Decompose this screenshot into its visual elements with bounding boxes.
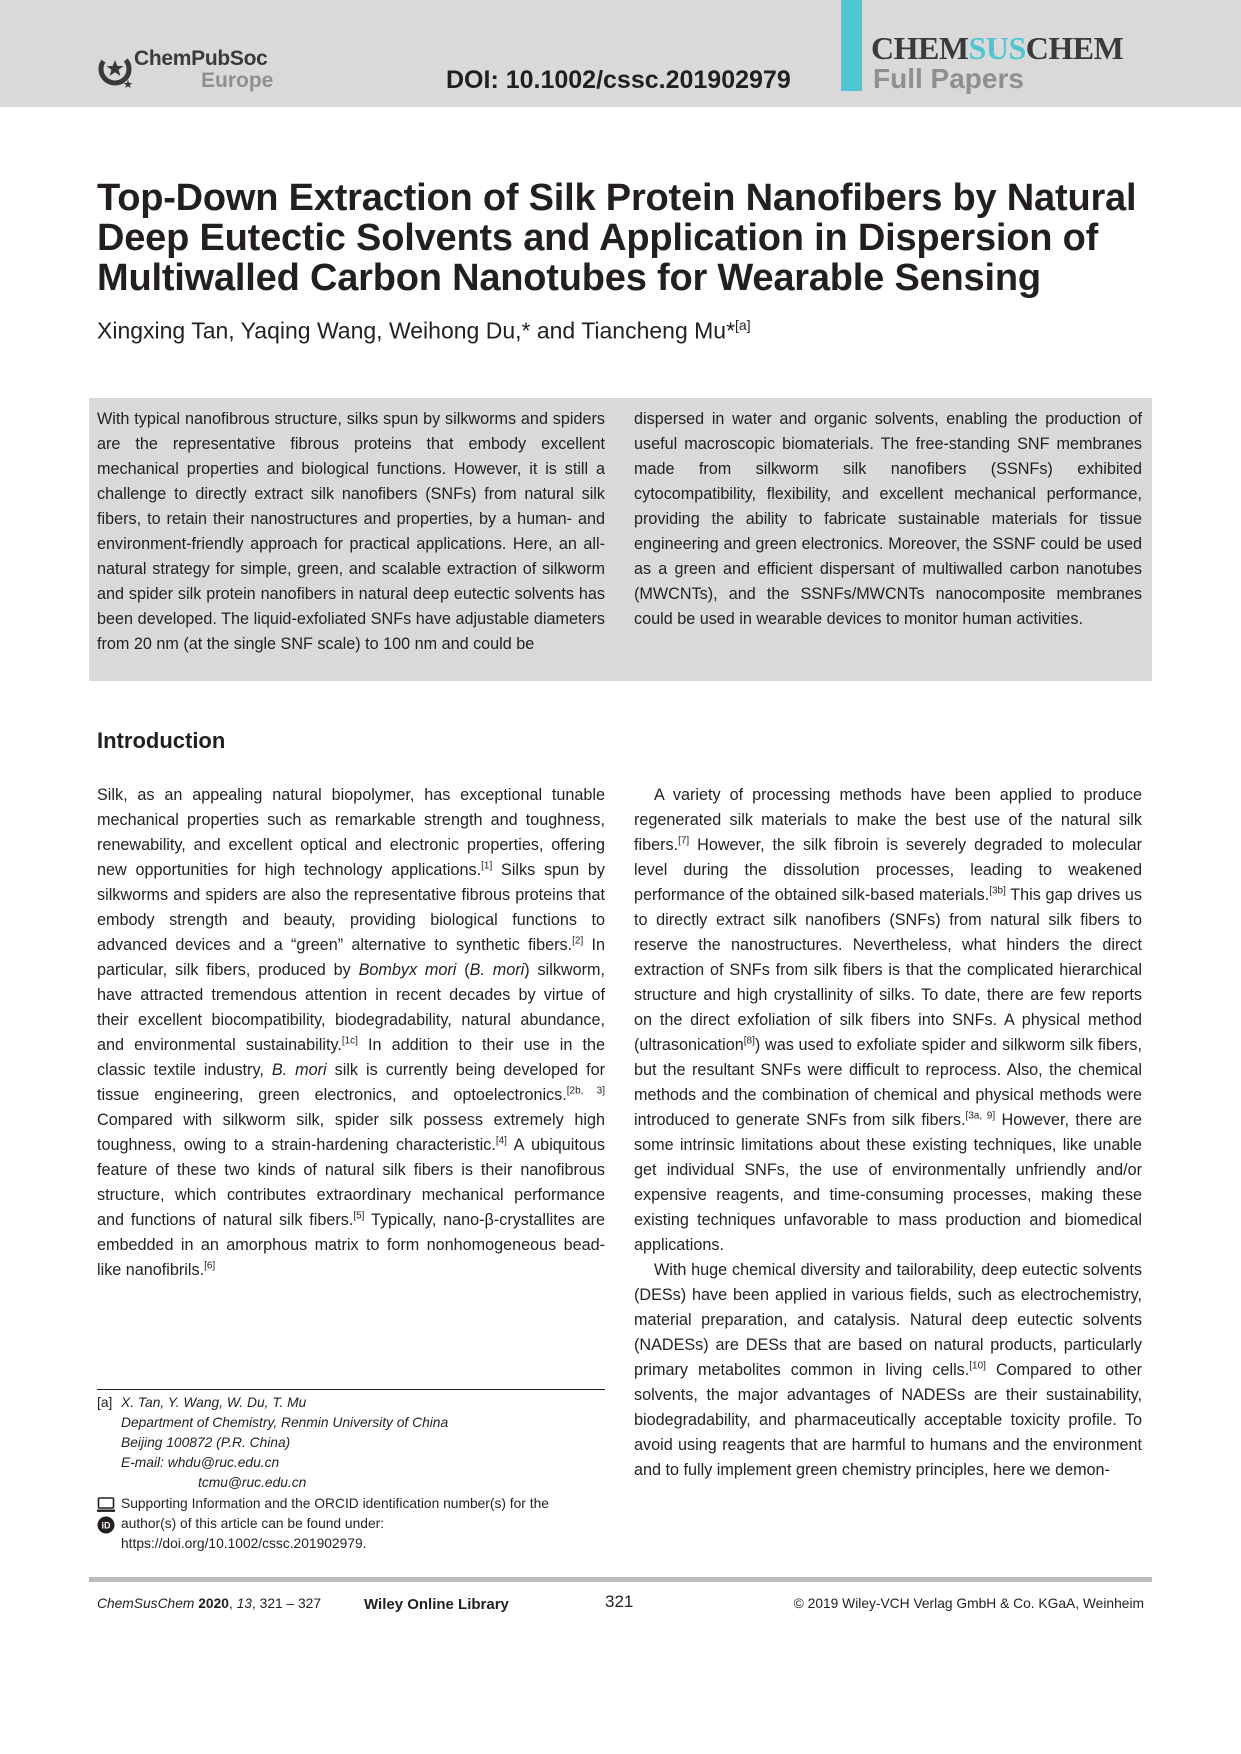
- footer-divider: [89, 1577, 1152, 1582]
- footnote-divider: [97, 1389, 605, 1390]
- citation[interactable]: [5]: [353, 1210, 365, 1222]
- citation[interactable]: [10]: [969, 1360, 986, 1372]
- footer-citation: ChemSusChem 2020, 13, 321 – 327: [97, 1596, 322, 1611]
- citation[interactable]: [1c]: [341, 1035, 358, 1047]
- copyright: © 2019 Wiley-VCH Verlag GmbH & Co. KGaA, Weinheim: [793, 1596, 1144, 1611]
- journal-name-part2: SUS: [968, 30, 1026, 66]
- footnote-body: [121, 1393, 448, 1493]
- affiliation-mark: [a]: [735, 317, 751, 333]
- publisher-name: ChemPubSoc: [134, 47, 268, 70]
- journal-name-part1: CHEM: [871, 30, 969, 66]
- footnote-tag: [a]: [97, 1395, 113, 1410]
- journal-accent-bar: [841, 0, 862, 91]
- article-title: Top-Down Extraction of Silk Protein Nanofibers by Natural Deep Eutectic Solvents and Application in Dispersion of Multiwalled Carbon Nanotubes for Wearable Sensing: [97, 177, 1137, 299]
- citation[interactable]: [8]: [743, 1035, 755, 1047]
- citation[interactable]: [3b]: [989, 885, 1006, 897]
- svg-text:iD: iD: [101, 1520, 111, 1531]
- journal-name-part3: CHEM: [1025, 30, 1124, 66]
- page-number: 321: [605, 1592, 634, 1611]
- supporting-info-icons: [97, 1497, 115, 1537]
- footnote-email-1[interactable]: E-mail: whdu@ruc.edu.cn: [121, 1455, 280, 1470]
- computer-icon: [97, 1498, 115, 1512]
- authors: Xingxing Tan, Yaqing Wang, Weihong Du,* and Tiancheng Mu*: [97, 317, 736, 344]
- citation[interactable]: [4]: [495, 1135, 507, 1147]
- body-right-column: [634, 783, 1142, 1483]
- intro-paragraph-2: A variety of processing methods have been applied to produce regenerated silk materials to make the best use of the natural silk fibers.[7] However, the silk fibroin is severely degraded to molecular level during the dissolution processes, leading to weakened performance of the obtained silk-based materials.[3b] This gap drives us to directly extract silk nanofibers (SNFs) from natural silk fibers to reserve the nanostructures. Nevertheless, what hinders the direct extraction of SNFs from silk fibers is that the complicated hierarchical structure and high crystallinity of silks. To date, there are few reports on the direct exfoliation of silk fibers into SNFs. A physical method (ultrasonication[8]) was used to exfoliate spider and silkworm silk fibers, but the resultant SNFs were difficult to reprocess. Also, the chemical methods and the combination of chemical and physical methods were introduced to generate SNFs from silk fibers.[3a, 9] However, there are some intrinsic limitations about these existing techniques, like unable get individual SNFs, the use of environmentally unfriendly and/or expensive reagents, and time-consuming processes, making these existing techniques unfavorable to mass production and biomedical applications.: [634, 786, 1143, 1254]
- footnote-names: X. Tan, Y. Wang, W. Du, T. Mu: [121, 1395, 307, 1410]
- author-list: [97, 317, 751, 345]
- abstract-right-column: dispersed in water and organic solvents, enabling the production of useful macroscopic biomaterials. The free-standing SNF membranes made from silkworm silk nanofibers (SSNFs) exhibited cytocompatibility, flexibility, and excellent mechanical performance, providing the ability to fabricate sustainable materials for tissue engineering and green electronics. Moreover, the SSNF could be used as a green and efficient dispersant of multiwalled carbon nanotubes (MWCNTs), and the SSNFs/MWCNTs nanocomposite membranes could be used in wearable devices to monitor human activities.: [634, 410, 1142, 628]
- body-left-column: [97, 783, 605, 1283]
- footer-year: 2020: [198, 1596, 229, 1611]
- journal-name: [871, 30, 1123, 67]
- abstract-left-column: With typical nanofibrous structure, silks spun by silkworms and spiders are the representative fibrous proteins that embody excellent mechanical properties and biological functions. However, it is still a challenge to directly extract silk nanofibers (SNFs) from natural silk fibers, to retain their nanostructures and properties, by a human- and environment-friendly approach for practical applications. Here, an all-natural strategy for simple, green, and scalable extraction of silkworm and spider silk protein nanofibers in natural deep eutectic solvents has been developed. The liquid-exfoliated SNFs have adjustable diameters from 20 nm (at the single SNF scale) to 100 nm and could be: [97, 410, 605, 653]
- footnote-email-2[interactable]: tcmu@ruc.edu.cn: [198, 1475, 307, 1490]
- citation[interactable]: [7]: [678, 835, 690, 847]
- citation[interactable]: [2b, 3]: [566, 1085, 605, 1097]
- intro-paragraph-3: With huge chemical diversity and tailorability, deep eutectic solvents (DESs) have been applied in various fields, such as electrochemistry, material preparation, and catalysis. Natural deep eutectic solvents (NADESs) are DESs that are based on natural products, particularly primary metabolites common in living cells.[10] Compared to other solvents, the major advantages of NADESs are their sustainability, biodegradability, and pharmaceutically acceptable toxicity profile. To avoid using reagents that are harmful to humans and the environment and to fully implement green chemistry principles, here we demon-: [634, 1261, 1143, 1479]
- citation[interactable]: [6]: [204, 1260, 216, 1272]
- citation[interactable]: [1]: [481, 860, 493, 872]
- footnote-department: Department of Chemistry, Renmin University of China: [121, 1415, 449, 1430]
- section-heading-introduction: Introduction: [97, 728, 226, 753]
- footnote-city: Beijing 100872 (P.R. China): [121, 1435, 291, 1450]
- citation[interactable]: [2]: [572, 935, 584, 947]
- wiley-online-library-link[interactable]: Wiley Online Library: [364, 1596, 509, 1613]
- chempubsoc-logo-icon: [97, 49, 137, 89]
- supporting-information-note[interactable]: Supporting Information and the ORCID identification number(s) for the author(s) of this article can be found under: https://doi.org/10.1002/cssc.201902979.: [121, 1496, 549, 1551]
- article-type: Full Papers: [873, 63, 1024, 94]
- publisher-region: Europe: [201, 69, 274, 92]
- footer-pages: 321 – 327: [259, 1596, 322, 1611]
- citation[interactable]: [3a, 9]: [965, 1110, 996, 1122]
- publisher-logo: [97, 47, 287, 95]
- orcid-icon: [98, 1517, 115, 1534]
- footer-journal: ChemSusChem: [97, 1596, 195, 1611]
- footer-volume: 13: [236, 1596, 252, 1611]
- intro-paragraph-1: Silk, as an appealing natural biopolymer, has exceptional tunable mechanical properties such as remarkable strength and toughness, renewability, and excellent optical and electronic properties, offering new opportunities for high technology applications.[1] Silks spun by silkworms and spiders are also the representative fibrous proteins that embody strength and beauty, providing biological functions to advanced devices and a “green” alternative to synthetic fibers.[2] In particular, silk fibers, produced by Bombyx mori (B. mori) silkworm, have attracted tremendous attention in recent decades by virtue of their excellent biocompatibility, biodegradability, natural abundance, and environmental sustainability.[1c] In addition to their use in the classic textile industry, B. mori silk is currently being developed for tissue engineering, green electronics, and optoelectronics.[2b, 3] Compared with silkworm silk, spider silk possess extremely high toughness, owing to a strain-hardening characteristic.[4] A ubiquitous feature of these two kinds of natural silk fibers is their nanofibrous structure, which contributes extraordinary mechanical performance and functions of natural silk fibers.[5] Typically, nano-β-crystallites are embedded in an amorphous matrix to form nonhomogeneous bead-like nanofibrils.[6]: [97, 786, 605, 1279]
- doi[interactable]: DOI: 10.1002/cssc.201902979: [446, 66, 791, 94]
